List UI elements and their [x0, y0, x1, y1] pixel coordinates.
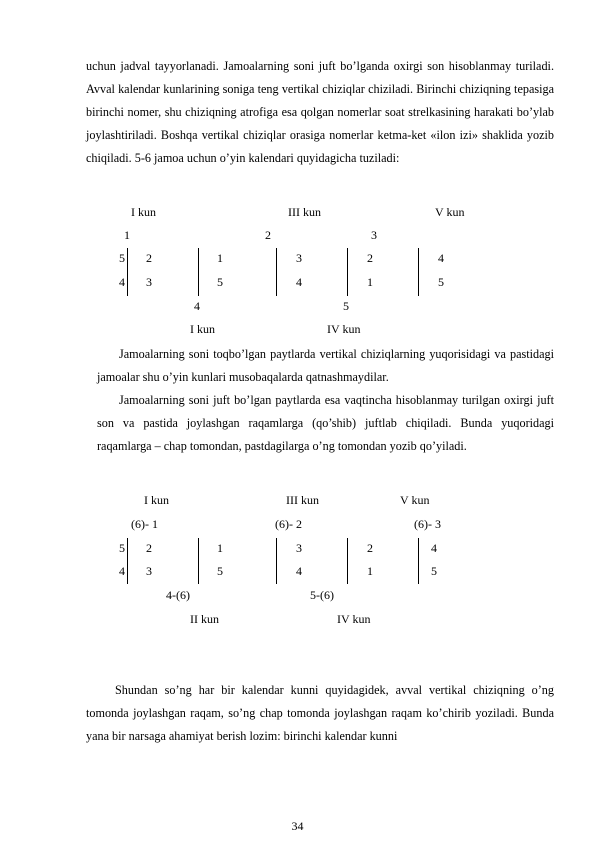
table2-vertical-line-3 — [276, 538, 277, 584]
table2-cell: 3 — [146, 564, 152, 578]
table2-cell: 4 — [431, 541, 437, 555]
table1-cell: 3 — [296, 251, 302, 265]
table2-vertical-line-2 — [198, 538, 199, 584]
table1-cell: 5 — [119, 251, 125, 265]
table2-cell: 2 — [367, 541, 373, 555]
table2-top-number-2: (6)- 2 — [275, 517, 302, 531]
table2-cell: 5 — [431, 564, 437, 578]
table2-cell: 2 — [146, 541, 152, 555]
table1-cell: 4 — [296, 275, 302, 289]
table2-cell: 3 — [296, 541, 302, 555]
table2-vertical-line-1 — [127, 538, 128, 584]
table1-bottom-number-1: 4 — [194, 299, 200, 313]
table1-vertical-line-1 — [127, 248, 128, 296]
table1-cell: 5 — [438, 275, 444, 289]
table2-bottom-day-2: IV kun — [337, 612, 371, 626]
table1-top-number-2: 2 — [265, 228, 271, 242]
table1-cell: 5 — [217, 275, 223, 289]
table2-bottom-day-1: II kun — [190, 612, 219, 626]
table2-vertical-line-5 — [418, 538, 419, 584]
paragraph-even-teams: Jamoalarning soni juft bo’lgan paytlarda esa vaqtincha hisoblanmay turilgan oxirgi juft son va pastida joylashgan raqamlarga (qo’shib) juftlab chiqiladi. Bunda yuqoridagi raqamlarga – chap tomondan, pastdagilarga o’ng tomondan yozib qo’yiladi. — [97, 393, 554, 453]
table1-bottom-day-2: IV kun — [327, 322, 361, 336]
table2-top-number-1: (6)- 1 — [131, 517, 158, 531]
table2-cell: 5 — [119, 541, 125, 555]
table1-cell: 2 — [367, 251, 373, 265]
table1-cell: 4 — [438, 251, 444, 265]
table2-cell: 4 — [119, 564, 125, 578]
table1-bottom-day-1: I kun — [190, 322, 215, 336]
table2-top-day-2: III kun — [286, 493, 319, 507]
table1-cell: 4 — [119, 275, 125, 289]
table1-cell: 1 — [217, 251, 223, 265]
table2-top-day-3: V kun — [400, 493, 430, 507]
table1-bottom-number-2: 5 — [343, 299, 349, 313]
table1-vertical-line-5 — [418, 248, 419, 296]
table2-cell: 1 — [217, 541, 223, 555]
table2-cell: 1 — [367, 564, 373, 578]
table1-cell: 1 — [367, 275, 373, 289]
table1-vertical-line-2 — [198, 248, 199, 296]
table1-top-day-3: V kun — [435, 205, 465, 219]
paragraph-intro: uchun jadval tayyorlanadi. Jamoalarning soni juft bo’lganda oxirgi son hisoblanmay turiladi. Avval kalendar kunlarining soniga teng vertikal chiziqlar chiziladi. Birinchi chiziqning tepasiga birinchi nomer, shu chiziqning atrofiga esa qolgan nomerlar soat strelkasining harakati bo’ylab joylashtiriladi. Boshqa vertikal chiziqlar orasiga nomerlar ketma-ket «ilon izi» shaklida yozib chiqiladi. 5-6 jamoa uchun o’yin kalendari quyidagicha tuziladi: — [86, 59, 554, 165]
table1-top-day-2: III kun — [288, 205, 321, 219]
table2-cell: 4 — [296, 564, 302, 578]
page-number: 34 — [291, 819, 304, 833]
table1-top-number-3: 3 — [371, 228, 377, 242]
table2-vertical-line-4 — [347, 538, 348, 584]
table2-top-number-3: (6)- 3 — [414, 517, 441, 531]
paragraph-conclusion: Shundan so’ng har bir kalendar kunni quyidagidek, avval vertikal chiziqning o’ng tomonda joylashgan raqam, so’ng chap tomonda joylashgan raqam ko’chirib yoziladi. Bunda yana bir narsaga ahamiyat berish lozim: birinchi kalendar kunni — [86, 683, 554, 743]
table2-top-day-1: I kun — [144, 493, 169, 507]
table1-top-day-1: I kun — [131, 205, 156, 219]
table1-vertical-line-3 — [276, 248, 277, 296]
table1-cell: 3 — [146, 275, 152, 289]
table2-cell: 5 — [217, 564, 223, 578]
paragraph-odd-teams: Jamoalarning soni toqbo’lgan paytlarda vertikal chiziqlarning yuqorisidagi va pastidagi jamoalar shu o’yin kunlari musobaqalarda qatnashmaydilar. — [97, 347, 554, 384]
table2-bottom-number-1: 4-(6) — [166, 588, 190, 602]
table1-vertical-line-4 — [347, 248, 348, 296]
table1-cell: 2 — [146, 251, 152, 265]
table1-top-number-1: 1 — [124, 228, 130, 242]
table2-bottom-number-2: 5-(6) — [310, 588, 334, 602]
